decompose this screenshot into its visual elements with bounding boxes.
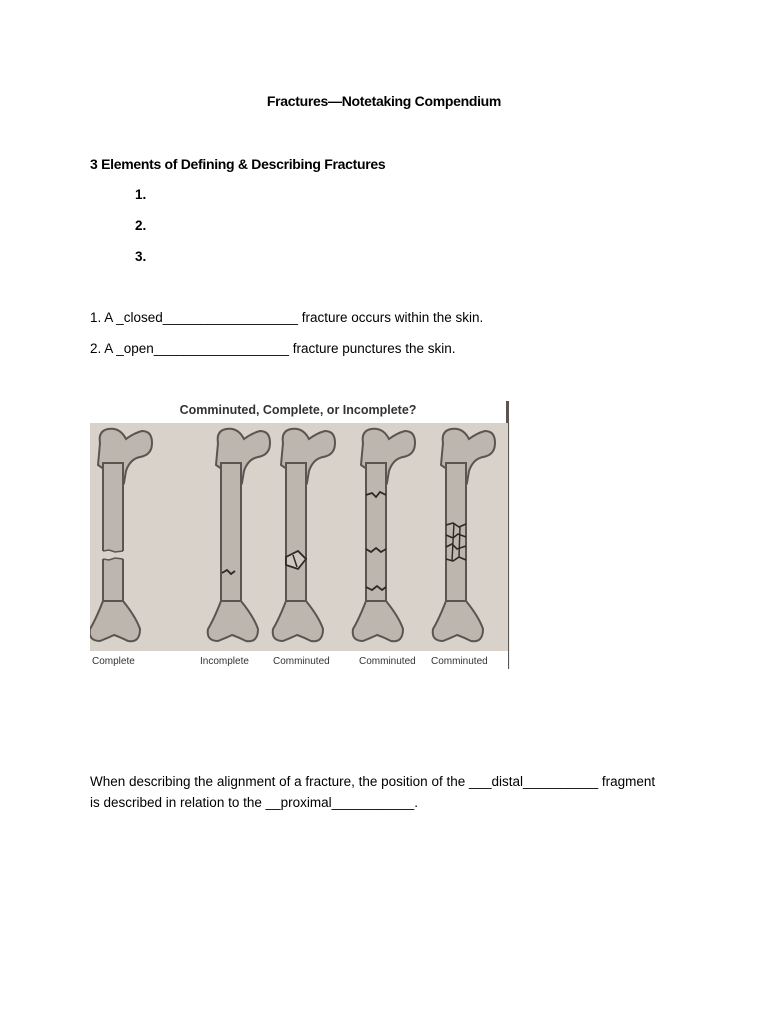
list-item: 2. (135, 218, 147, 233)
caption-comminuted-1: Comminuted (273, 656, 330, 667)
open-fracture-line: 2. A _open__________________ fracture punctures the skin. (90, 341, 456, 356)
document-title: Fractures—Notetaking Compendium (266, 93, 502, 109)
fracture-types-figure (90, 401, 510, 669)
alignment-paragraph (90, 771, 690, 813)
caption-complete: Complete (92, 656, 135, 667)
caption-comminuted-2: Comminuted (359, 656, 416, 667)
closed-fracture-line: 1. A _closed__________________ fracture occurs within the skin. (90, 310, 484, 325)
list-item: 1. (135, 187, 147, 202)
alignment-line-2: is described in relation to the __proximal___________. (90, 795, 418, 810)
alignment-line-1: When describing the alignment of a fracture, the position of the ___distal__________ fragment (90, 774, 656, 789)
list-item: 3. (135, 249, 147, 264)
caption-comminuted-3: Comminuted (431, 656, 488, 667)
figure-heading: Comminuted, Complete, or Incomplete? (179, 403, 417, 417)
section-heading: 3 Elements of Defining & Describing Fractures (90, 156, 386, 172)
caption-incomplete: Incomplete (200, 656, 249, 667)
